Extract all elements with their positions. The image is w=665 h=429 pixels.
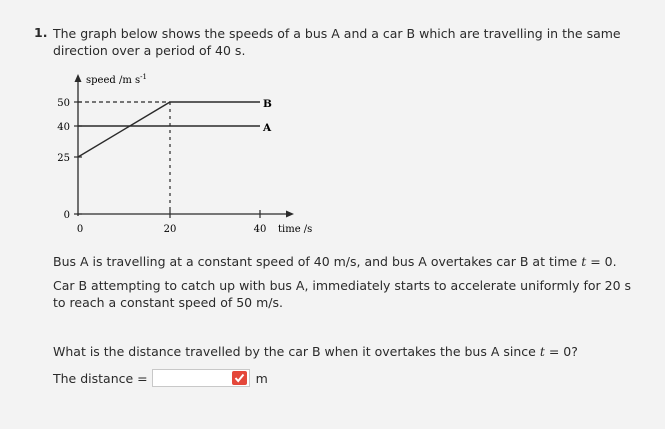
series-b-line — [78, 102, 260, 157]
y-tick-label-0: 0 — [63, 210, 70, 221]
series-a-label: A — [263, 122, 272, 134]
answer-label: The distance = — [53, 370, 148, 386]
y-tick-label-50: 50 — [57, 98, 70, 109]
variable-t: t — [581, 254, 587, 269]
question-prompt-text: What is the distance travelled by the car B when it overtakes the bus A since — [53, 344, 540, 359]
paragraph-car-b: Car B attempting to catch up with bus A, immediately starts to accelerate uniformly for 20 s to reach a constant speed of 50 m/s. — [53, 278, 632, 310]
question-prompt-end: = 0? — [544, 344, 578, 359]
variable-t: t — [539, 344, 545, 359]
x-axis-arrow — [286, 211, 294, 218]
y-tick-label-40: 40 — [57, 122, 70, 133]
paragraph-bus-a-end: = 0. — [586, 254, 617, 269]
question-text: The graph below shows the speeds of a bus A and a car B which are travelling in the same direction over a period of 40 s. — [53, 26, 621, 58]
series-b-label: B — [263, 98, 272, 110]
check-icon[interactable] — [232, 371, 247, 385]
answer-unit: m — [255, 370, 268, 386]
x-tick-label-40: 40 — [253, 224, 267, 235]
paragraph-bus-a — [53, 253, 643, 270]
check-icon-glyph — [234, 373, 245, 383]
y-axis-label — [86, 73, 147, 86]
x-tick-label-0: 0 — [76, 224, 84, 235]
y-axis-arrow — [75, 74, 82, 82]
speed-time-graph — [50, 66, 320, 246]
question-number: 1. — [34, 25, 48, 40]
distance-answer-input[interactable] — [152, 369, 250, 387]
paragraph-bus-a-text: Bus A is travelling at a constant speed of 40 m/s, and bus A overtakes car B at time — [53, 254, 582, 269]
question-prompt — [53, 343, 643, 360]
y-tick-label-25: 25 — [57, 153, 70, 164]
answer-row — [53, 369, 268, 387]
y-axis-label-text: speed /m s — [86, 75, 141, 86]
x-tick-label-20: 20 — [163, 224, 177, 235]
y-axis-label-exp: -1 — [140, 73, 147, 81]
x-axis-label: time /s — [278, 224, 313, 235]
